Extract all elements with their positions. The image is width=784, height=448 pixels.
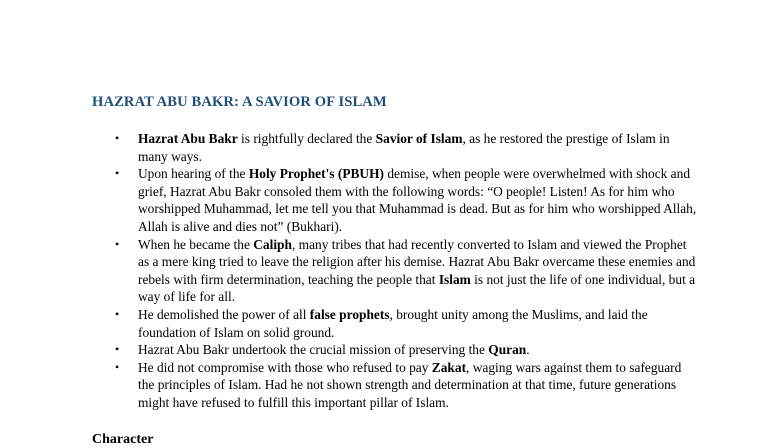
bullet-dot-icon: • — [115, 236, 120, 251]
text-run: is rightfully declared the — [237, 131, 376, 146]
text-run: , waging wars against them to safeguard the principles of Islam. Had he not shown strength and determination at that time, future generations might have refused to fulfill this important pillar of Islam. — [138, 359, 682, 410]
text-run: . — [526, 342, 530, 358]
bullet-list — [0, 130, 784, 412]
bullet-dot-icon: • — [115, 306, 120, 321]
bullet-item — [0, 236, 698, 306]
bold-text: Caliph — [253, 236, 292, 252]
bold-text: Zakat — [431, 359, 467, 375]
text-run: Upon hearing of the — [138, 166, 249, 182]
text-run: When he became the — [138, 236, 254, 252]
bold-text: false prophets — [309, 306, 390, 322]
bullet-dot-icon: • — [115, 166, 120, 181]
text-run: , as he restored the prestige of Islam in many ways. — [138, 131, 670, 164]
text-run: demise, when people were overwhelmed with shock and grief, Hazrat Abu Bakr consoled them with the following words: “O people! Listen! As for him who worshipped Muhammad, let me tell you that Muhammad is dead. But as for him who worshipped Allah, Allah is alive and dies not” (Bukhari). — [138, 166, 697, 234]
bullet-item — [0, 130, 698, 165]
bold-text: Savior of Islam — [375, 131, 463, 146]
bold-text: Islam — [438, 271, 471, 287]
text-run: , many tribes that had recently converted to Islam and viewed the Prophet as a mere king tried to leave the religion after his demise. Hazrat Abu Bakr overcame these enemies and rebels with firm determination, teaching the people that — [138, 236, 696, 287]
section-heading: HAZRAT ABU BAKR: A SAVIOR OF ISLAM — [92, 94, 387, 110]
bullet-dot-icon: • — [115, 359, 120, 374]
next-section-heading: Character — [92, 432, 154, 447]
bullet-item — [0, 341, 698, 359]
bullet-item — [0, 306, 698, 341]
text-run: He demolished the power of all — [138, 306, 310, 322]
bullet-item — [0, 165, 698, 235]
bullet-item — [0, 359, 698, 412]
bold-text: Hazrat Abu Bakr — [138, 131, 238, 146]
bullet-dot-icon: • — [115, 342, 120, 357]
text-run: He did not compromise with those who refused to pay — [138, 359, 432, 375]
text-run: is not just the life of one individual, but a way of life for all. — [138, 271, 696, 305]
text-run: Hazrat Abu Bakr undertook the crucial mission of preserving the — [138, 342, 489, 358]
bold-text: Holy Prophet's (PBUH) — [248, 166, 384, 182]
bold-text: Quran — [488, 342, 527, 358]
text-run: , brought unity among the Muslims, and laid the foundation of Islam on solid ground. — [138, 306, 648, 340]
bullet-dot-icon: • — [115, 131, 120, 145]
